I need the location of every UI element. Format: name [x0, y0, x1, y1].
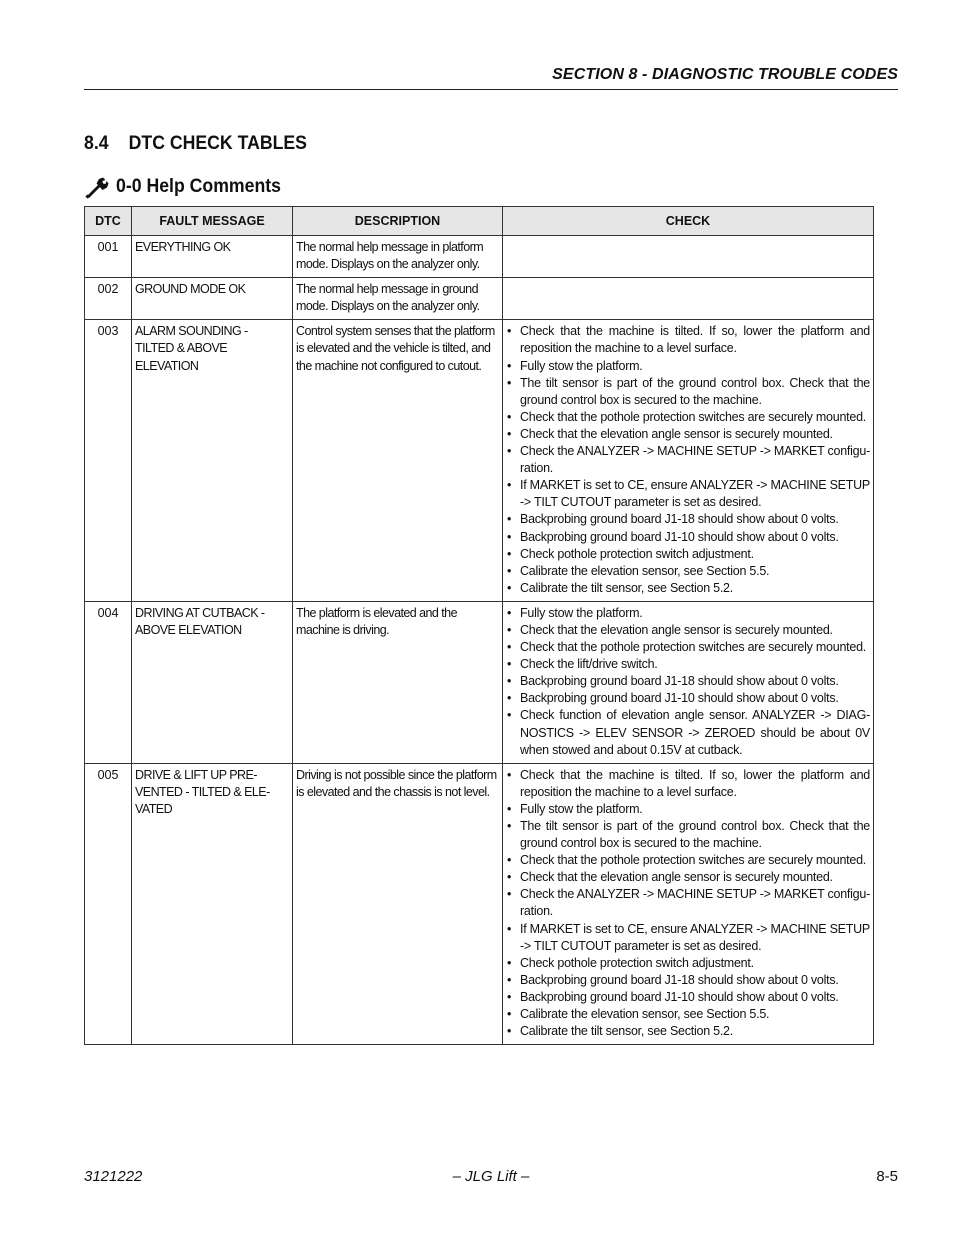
check-item: • Check that the machine is tilted. If so, lower the platform and reposition the machine to a level surface. — [506, 767, 870, 801]
dtc-code-cell: 004 — [85, 601, 132, 763]
fault-message-cell: EVERYTHING OK — [132, 236, 293, 278]
check-item: • Backprobing ground board J1-10 should show about 0 volts. — [506, 529, 870, 546]
section-heading — [84, 133, 307, 155]
check-item: • Check the ANALYZER -> MACHINE SETUP -> MARKET configu-ration. — [506, 443, 870, 477]
check-cell — [503, 320, 874, 602]
column-header-check: CHECK — [503, 207, 874, 236]
dtc-code-cell: 002 — [85, 278, 132, 320]
check-item: • Fully stow the platform. — [506, 801, 870, 818]
description-cell: The normal help message in ground mode. Displays on the analyzer only. — [293, 278, 503, 320]
document-number: 3121222 — [84, 1168, 143, 1185]
column-header-dtc: DTC — [85, 207, 132, 236]
table-header-row — [85, 207, 874, 236]
fault-message-cell: DRIVING AT CUTBACK - ABOVE ELEVATION — [132, 601, 293, 763]
publisher: – JLG Lift – — [452, 1168, 530, 1185]
check-cell — [503, 278, 874, 320]
fault-message-cell: GROUND MODE OK — [132, 278, 293, 320]
section-heading-title: DTC CHECK TABLES — [128, 133, 307, 154]
check-item: • Check the lift/drive switch. — [506, 656, 870, 673]
check-item: • Calibrate the tilt sensor, see Section 5.2. — [506, 580, 870, 597]
fault-message-cell: ALARM SOUNDING - TILTED & ABOVE ELEVATION — [132, 320, 293, 602]
check-cell — [503, 601, 874, 763]
check-item: • Fully stow the platform. — [506, 358, 870, 375]
check-item: • Check the ANALYZER -> MACHINE SETUP -> MARKET configu-ration. — [506, 886, 870, 920]
check-item: • Check pothole protection switch adjustment. — [506, 955, 870, 972]
column-header-fault-message: FAULT MESSAGE — [132, 207, 293, 236]
check-item: • Calibrate the elevation sensor, see Section 5.5. — [506, 563, 870, 580]
check-item: • Backprobing ground board J1-18 should show about 0 volts. — [506, 511, 870, 528]
table-row — [85, 763, 874, 1045]
check-item: • Check function of elevation angle sensor. ANALYZER -> DIAG-NOSTICS -> ELEV SENSOR -> ZEROED should be about 0V when stowed and about 0.15V at cutback. — [506, 707, 870, 758]
dtc-code-cell: 001 — [85, 236, 132, 278]
check-cell — [503, 236, 874, 278]
check-cell — [503, 763, 874, 1045]
check-item: • Check that the elevation angle sensor is securely mounted. — [506, 622, 870, 639]
check-item: • Check that the machine is tilted. If so, lower the platform and reposition the machine to a level surface. — [506, 323, 870, 357]
dtc-check-table — [84, 206, 874, 1045]
dtc-code-cell: 003 — [85, 320, 132, 602]
check-item: • Fully stow the platform. — [506, 605, 870, 622]
fault-message-cell: DRIVE & LIFT UP PRE-VENTED - TILTED & ELE-VATED — [132, 763, 293, 1045]
check-item: • Backprobing ground board J1-18 should show about 0 volts. — [506, 673, 870, 690]
check-item: • Calibrate the tilt sensor, see Section 5.2. — [506, 1023, 870, 1040]
table-row — [85, 236, 874, 278]
description-cell: Control system senses that the platform is elevated and the vehicle is tilted, and the machine not configured to cutout. — [293, 320, 503, 602]
check-item: • Check that the elevation angle sensor is securely mounted. — [506, 869, 870, 886]
section-title: SECTION 8 - DIAGNOSTIC TROUBLE CODES — [552, 66, 898, 83]
check-item: • The tilt sensor is part of the ground control box. Check that the ground control box is secured to the machine. — [506, 375, 870, 409]
check-item: • The tilt sensor is part of the ground control box. Check that the ground control box is secured to the machine. — [506, 818, 870, 852]
column-header-description: DESCRIPTION — [293, 207, 503, 236]
check-item: • Backprobing ground board J1-10 should show about 0 volts. — [506, 690, 870, 707]
description-cell: The normal help message in platform mode. Displays on the analyzer only. — [293, 236, 503, 278]
check-item: • Check that the pothole protection switches are securely mounted. — [506, 409, 870, 426]
check-item: • If MARKET is set to CE, ensure ANALYZER -> MACHINE SETUP -> TILT CUTOUT parameter is set as desired. — [506, 477, 870, 511]
subsection-title: 0-0 Help Comments — [116, 176, 281, 197]
check-item: • Check that the pothole protection switches are securely mounted. — [506, 639, 870, 656]
check-item: • If MARKET is set to CE, ensure ANALYZER -> MACHINE SETUP -> TILT CUTOUT parameter is set as desired. — [506, 921, 870, 955]
page-number: 8-5 — [876, 1168, 898, 1185]
section-number: 8.4 — [84, 133, 109, 154]
check-item: • Check pothole protection switch adjustment. — [506, 546, 870, 563]
description-cell: Driving is not possible since the platform is elevated and the chassis is not level. — [293, 763, 503, 1045]
table-row — [85, 278, 874, 320]
check-list — [506, 767, 870, 1041]
check-list — [506, 323, 870, 597]
table-row — [85, 320, 874, 602]
dtc-code-cell: 005 — [85, 763, 132, 1045]
page-header — [84, 64, 898, 90]
check-item: • Backprobing ground board J1-10 should show about 0 volts. — [506, 989, 870, 1006]
check-list — [506, 605, 870, 759]
check-item: • Calibrate the elevation sensor, see Section 5.5. — [506, 1006, 870, 1023]
check-item: • Check that the elevation angle sensor is securely mounted. — [506, 426, 870, 443]
page-footer — [84, 1168, 898, 1190]
check-item: • Backprobing ground board J1-18 should show about 0 volts. — [506, 972, 870, 989]
subsection-heading — [84, 175, 293, 199]
check-item: • Check that the pothole protection switches are securely mounted. — [506, 852, 870, 869]
description-cell: The platform is elevated and the machine is driving. — [293, 601, 503, 763]
table-row — [85, 601, 874, 763]
wrench-icon — [84, 175, 110, 199]
